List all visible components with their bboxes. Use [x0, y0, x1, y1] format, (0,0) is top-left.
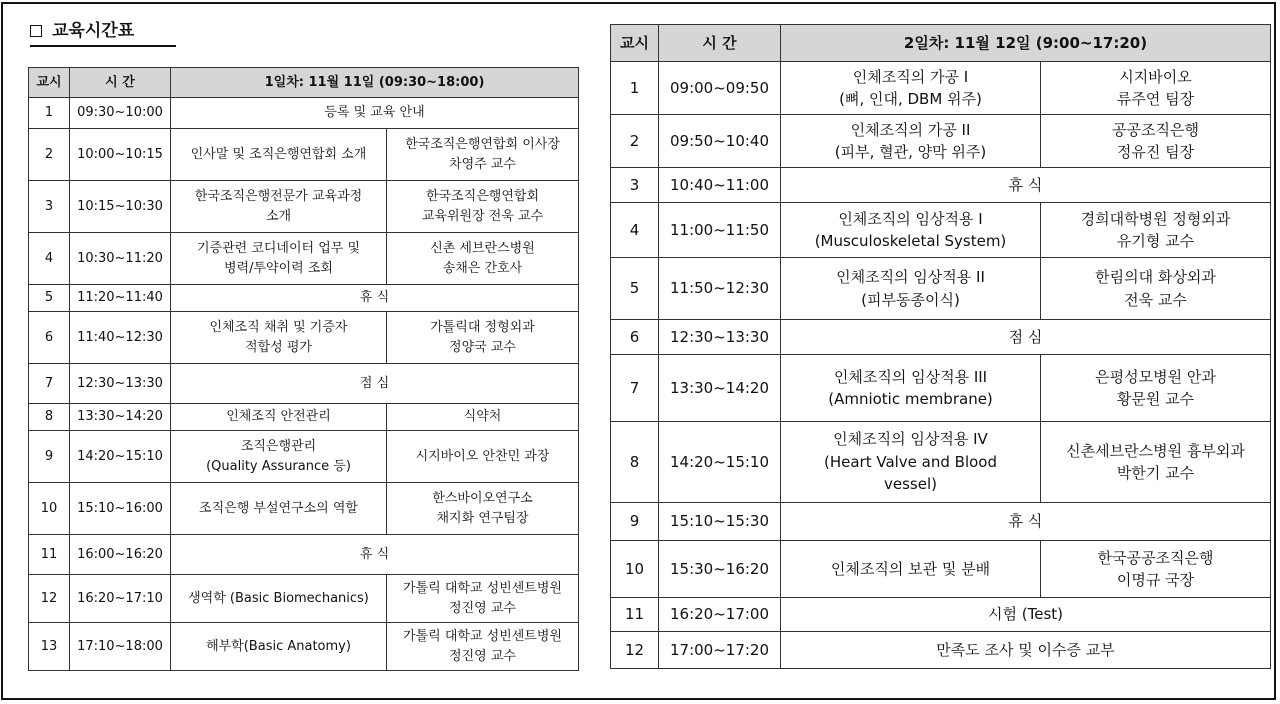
- subject-cell: 인체조직의 임상적용 III (Amniotic membrane): [781, 355, 1041, 422]
- subject-cell: 기증관련 코디네이터 업무 및 병력/투약이력 조회: [171, 233, 387, 285]
- period-cell: 11: [611, 598, 659, 632]
- subject-cell: 점 심: [781, 320, 1271, 355]
- subject-cell: 점 심: [171, 364, 579, 404]
- period-cell: 2: [29, 129, 70, 181]
- page-title: 교육시간표: [30, 16, 176, 47]
- subject-cell: 인체조직 안전관리: [171, 404, 387, 431]
- table-row: [29, 129, 579, 181]
- speaker-cell: 은평성모병원 안과 황문원 교수: [1041, 355, 1271, 422]
- subject-cell: 인체조직의 보관 및 분배: [781, 541, 1041, 598]
- period-cell: 4: [611, 203, 659, 258]
- time-cell: 13:30~14:20: [659, 355, 781, 422]
- table-row: [611, 203, 1271, 258]
- header-day: 1일차: 11월 11일 (09:30~18:00): [171, 68, 579, 98]
- table-row: [29, 623, 579, 671]
- time-cell: 12:30~13:30: [70, 364, 171, 404]
- day1-schedule-table: [28, 67, 579, 671]
- time-cell: 10:40~11:00: [659, 168, 781, 203]
- time-cell: 11:40~12:30: [70, 312, 171, 364]
- period-cell: 9: [611, 503, 659, 541]
- period-cell: 10: [611, 541, 659, 598]
- subject-cell: 인체조직의 임상적용 IV (Heart Valve and Blood vessel): [781, 422, 1041, 503]
- time-cell: 16:00~16:20: [70, 535, 171, 575]
- subject-cell: 조직은행관리 (Quality Assurance 등): [171, 431, 387, 483]
- subject-cell: 등록 및 교육 안내: [171, 98, 579, 129]
- period-cell: 7: [611, 355, 659, 422]
- table-row: [29, 312, 579, 364]
- speaker-cell: 경희대학병원 정형외과 유기형 교수: [1041, 203, 1271, 258]
- table-row: [611, 541, 1271, 598]
- speaker-cell: 공공조직은행 정유진 팀장: [1041, 115, 1271, 168]
- time-cell: 12:30~13:30: [659, 320, 781, 355]
- period-cell: 10: [29, 483, 70, 535]
- time-cell: 09:50~10:40: [659, 115, 781, 168]
- table-row: [29, 98, 579, 129]
- table-header-row: [611, 25, 1271, 62]
- time-cell: 14:20~15:10: [70, 431, 171, 483]
- table-row: [29, 483, 579, 535]
- header-time: 시 간: [659, 25, 781, 62]
- period-cell: 12: [29, 575, 70, 623]
- subject-cell: 시험 (Test): [781, 598, 1271, 632]
- speaker-cell: 시지바이오 류주연 팀장: [1041, 62, 1271, 115]
- period-cell: 6: [611, 320, 659, 355]
- period-cell: 7: [29, 364, 70, 404]
- table-row: [29, 364, 579, 404]
- time-cell: 14:20~15:10: [659, 422, 781, 503]
- period-cell: 3: [611, 168, 659, 203]
- subject-cell: 생역학 (Basic Biomechanics): [171, 575, 387, 623]
- period-cell: 9: [29, 431, 70, 483]
- subject-cell: 휴 식: [171, 285, 579, 312]
- header-day: 2일차: 11월 12일 (9:00~17:20): [781, 25, 1271, 62]
- subject-cell: 한국조직은행전문가 교육과정 소개: [171, 181, 387, 233]
- time-cell: 13:30~14:20: [70, 404, 171, 431]
- speaker-cell: 한스바이오연구소 채지화 연구팀장: [387, 483, 579, 535]
- table-row: [29, 181, 579, 233]
- table-row: [611, 422, 1271, 503]
- subject-cell: 인체조직 채취 및 기증자 적합성 평가: [171, 312, 387, 364]
- speaker-cell: 시지바이오 안찬민 과장: [387, 431, 579, 483]
- subject-cell: 인사말 및 조직은행연합회 소개: [171, 129, 387, 181]
- time-cell: 09:30~10:00: [70, 98, 171, 129]
- period-cell: 8: [611, 422, 659, 503]
- period-cell: 1: [611, 62, 659, 115]
- subject-cell: 인체조직의 가공 II (피부, 혈관, 양막 위주): [781, 115, 1041, 168]
- table-row: [611, 115, 1271, 168]
- subject-cell: 휴 식: [781, 503, 1271, 541]
- speaker-cell: 한국조직은행연합회 이사장 차영주 교수: [387, 129, 579, 181]
- period-cell: 12: [611, 632, 659, 669]
- table-row: [29, 233, 579, 285]
- table-row: [611, 168, 1271, 203]
- speaker-cell: 신촌세브란스병원 흉부외과 박한기 교수: [1041, 422, 1271, 503]
- subject-cell: 인체조직의 가공 I (뼈, 인대, DBM 위주): [781, 62, 1041, 115]
- speaker-cell: 가톨릭 대학교 성빈센트병원 정진영 교수: [387, 575, 579, 623]
- period-cell: 1: [29, 98, 70, 129]
- time-cell: 15:10~16:00: [70, 483, 171, 535]
- subject-cell: 해부학(Basic Anatomy): [171, 623, 387, 671]
- table-row: [611, 320, 1271, 355]
- period-cell: 4: [29, 233, 70, 285]
- period-cell: 13: [29, 623, 70, 671]
- table-row: [29, 285, 579, 312]
- period-cell: 5: [611, 258, 659, 320]
- table-row: [611, 598, 1271, 632]
- time-cell: 15:30~16:20: [659, 541, 781, 598]
- time-cell: 09:00~09:50: [659, 62, 781, 115]
- period-cell: 11: [29, 535, 70, 575]
- time-cell: 15:10~15:30: [659, 503, 781, 541]
- time-cell: 10:00~10:15: [70, 129, 171, 181]
- day2-schedule-table: [610, 24, 1271, 669]
- header-period: 교시: [611, 25, 659, 62]
- subject-cell: 휴 식: [781, 168, 1271, 203]
- period-cell: 2: [611, 115, 659, 168]
- table-row: [29, 575, 579, 623]
- time-cell: 10:30~11:20: [70, 233, 171, 285]
- time-cell: 16:20~17:00: [659, 598, 781, 632]
- subject-cell: 만족도 조사 및 이수증 교부: [781, 632, 1271, 669]
- period-cell: 3: [29, 181, 70, 233]
- subject-cell: 인체조직의 임상적용 I (Musculoskeletal System): [781, 203, 1041, 258]
- table-row: [611, 62, 1271, 115]
- period-cell: 6: [29, 312, 70, 364]
- table-row: [611, 258, 1271, 320]
- speaker-cell: 한국조직은행연합회 교육위원장 전욱 교수: [387, 181, 579, 233]
- speaker-cell: 가톨릭 대학교 성빈센트병원 정진영 교수: [387, 623, 579, 671]
- table-header-row: [29, 68, 579, 98]
- table-row: [29, 404, 579, 431]
- table-row: [29, 535, 579, 575]
- time-cell: 17:10~18:00: [70, 623, 171, 671]
- subject-cell: 인체조직의 임상적용 II (피부동종이식): [781, 258, 1041, 320]
- time-cell: 11:20~11:40: [70, 285, 171, 312]
- subject-cell: 휴 식: [171, 535, 579, 575]
- time-cell: 16:20~17:10: [70, 575, 171, 623]
- speaker-cell: 한림의대 화상외과 전욱 교수: [1041, 258, 1271, 320]
- time-cell: 10:15~10:30: [70, 181, 171, 233]
- time-cell: 11:00~11:50: [659, 203, 781, 258]
- speaker-cell: 식약처: [387, 404, 579, 431]
- table-row: [29, 431, 579, 483]
- speaker-cell: 한국공공조직은행 이명규 국장: [1041, 541, 1271, 598]
- table-row: [611, 355, 1271, 422]
- speaker-cell: 신촌 세브란스병원 송채은 간호사: [387, 233, 579, 285]
- period-cell: 8: [29, 404, 70, 431]
- header-time: 시 간: [70, 68, 171, 98]
- checkbox-square-icon: [30, 25, 42, 37]
- speaker-cell: 가톨릭대 정형외과 정양국 교수: [387, 312, 579, 364]
- subject-cell: 조직은행 부설연구소의 역할: [171, 483, 387, 535]
- table-row: [611, 632, 1271, 669]
- header-period: 교시: [29, 68, 70, 98]
- table-row: [611, 503, 1271, 541]
- time-cell: 17:00~17:20: [659, 632, 781, 669]
- time-cell: 11:50~12:30: [659, 258, 781, 320]
- period-cell: 5: [29, 285, 70, 312]
